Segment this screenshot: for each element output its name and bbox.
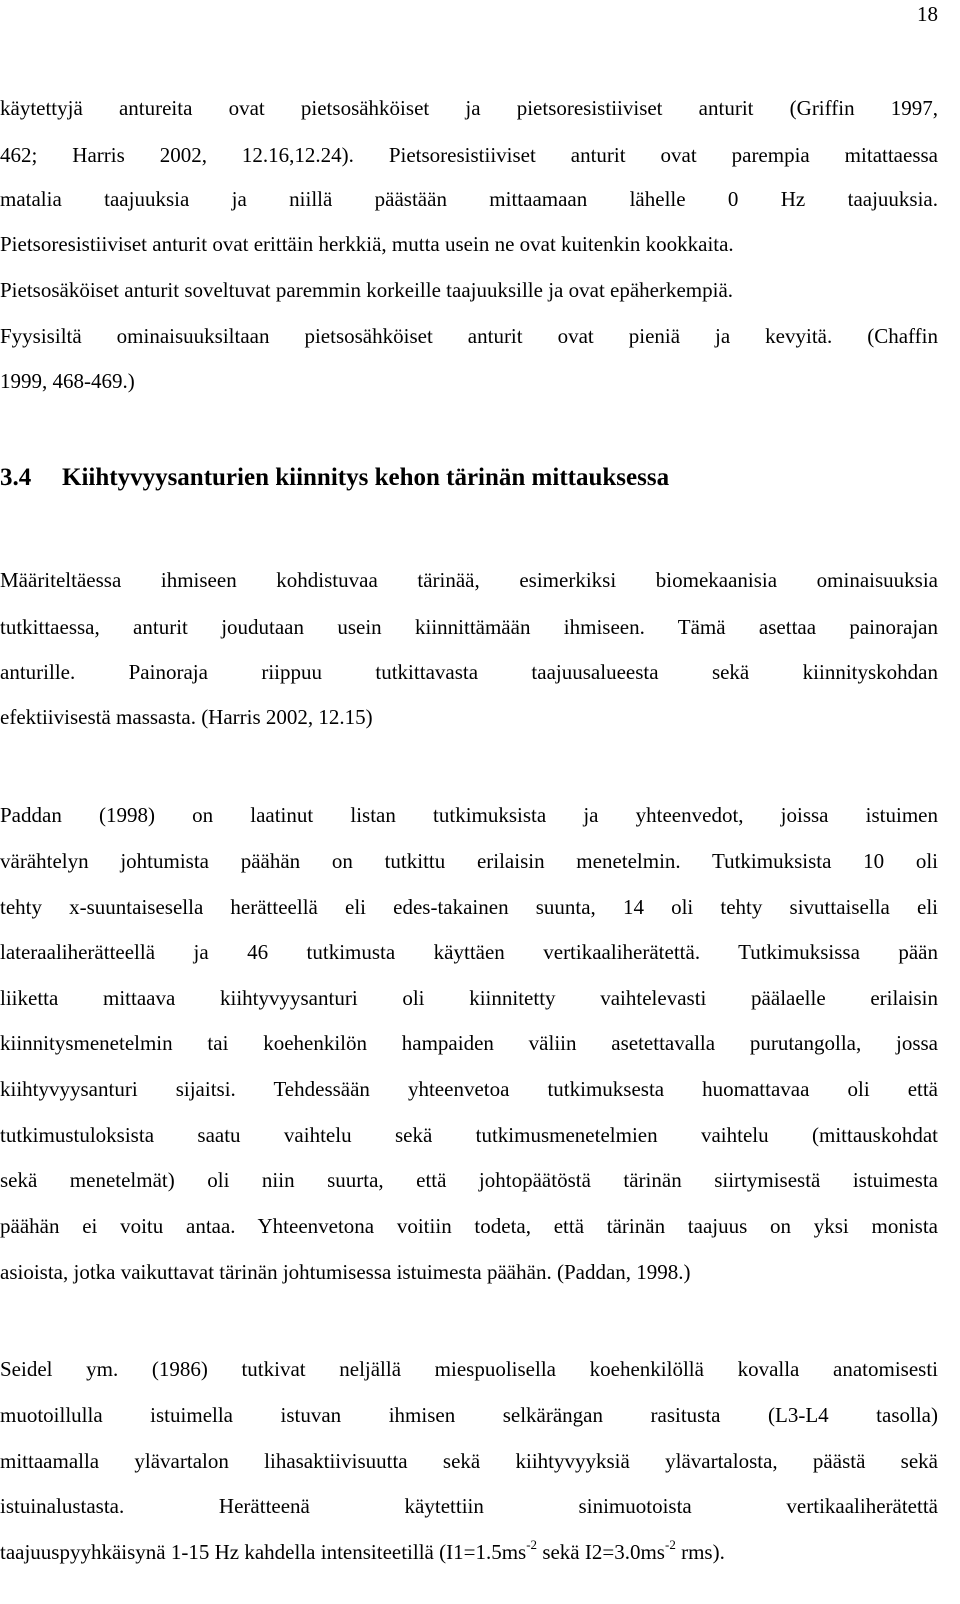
para1-line-2: 462; Harris 2002, 12.16,12.24). Pietsoresistiiviset anturit ovat parempia mitattaessa bbox=[0, 143, 938, 167]
para1-line-4: Pietsoresistiiviset anturit ovat erittäin herkkiä, mutta usein ne ovat kuitenkin kookkaita. bbox=[0, 232, 734, 256]
para4-line-4: istuinalustasta. Herätteenä käytettiin sinimuotoista vertikaaliherätettä bbox=[0, 1494, 938, 1518]
para2-line-4: efektiivisestä massasta. (Harris 2002, 12.15) bbox=[0, 705, 373, 729]
para3-line-11: asioista, jotka vaikuttavat tärinän johtumisessa istuimesta päähän. (Paddan, 1998.) bbox=[0, 1260, 691, 1284]
section-number: 3.4 bbox=[0, 464, 32, 491]
para1-line-7: 1999, 468-469.) bbox=[0, 369, 135, 393]
para4-line-2: muotoillulla istuimella istuvan ihmisen selkärängan rasitusta (L3-L4 tasolla) bbox=[0, 1403, 938, 1427]
superscript-1: -2 bbox=[526, 1537, 538, 1552]
para4-line-5 bbox=[0, 1537, 938, 1564]
para1-line-3: matalia taajuuksia ja niillä päästään mittaamaan lähelle 0 Hz taajuuksia. bbox=[0, 187, 938, 211]
para3-line-8: tutkimustuloksista saatu vaihtelu sekä tutkimusmenetelmien vaihtelu (mittauskohdat bbox=[0, 1123, 938, 1147]
para3-line-9: sekä menetelmät) oli niin suurta, että johtopäätöstä tärinän siirtymisestä istuimesta bbox=[0, 1168, 938, 1192]
para1-line-6: Fyysisiltä ominaisuuksiltaan pietsosähköiset anturit ovat pieniä ja kevyitä. (Chaffin bbox=[0, 324, 938, 348]
para4-line-1: Seidel ym. (1986) tutkivat neljällä miespuolisella koehenkilöllä kovalla anatomisesti bbox=[0, 1357, 938, 1381]
para4-line-5-part1: taajuuspyyhkäisynä 1-15 Hz kahdella intensiteetillä (I1=1.5ms bbox=[0, 1540, 527, 1564]
para4-line-5-part2: sekä I2=3.0ms bbox=[537, 1540, 665, 1564]
para4-line-5-part3: rms). bbox=[675, 1540, 725, 1564]
para3-line-1: Paddan (1998) on laatinut listan tutkimuksista ja yhteenvedot, joissa istuimen bbox=[0, 803, 938, 827]
para2-line-2: tutkittaessa, anturit joudutaan usein kiinnittämään ihmiseen. Tämä asettaa painorajan bbox=[0, 615, 938, 639]
para3-line-10: päähän ei voitu antaa. Yhteenvetona voitiin todeta, että tärinän taajuus on yksi monista bbox=[0, 1214, 938, 1238]
para3-line-2: värähtelyn johtumista päähän on tutkittu erilaisin menetelmin. Tutkimuksista 10 oli bbox=[0, 849, 938, 873]
para3-line-5: liiketta mittaava kiihtyvyysanturi oli kiinnitetty vaihtelevasti päälaelle erilaisin bbox=[0, 986, 938, 1010]
para3-line-3: tehty x-suuntaisesella herätteellä eli edes-takainen suunta, 14 oli tehty sivuttaisella eli bbox=[0, 895, 938, 919]
section-title: Kiihtyvyysanturien kiinnitys kehon tärinän mittauksessa bbox=[62, 464, 670, 491]
para3-line-7: kiihtyvyysanturi sijaitsi. Tehdessään yhteenvetoa tutkimuksesta huomattavaa oli että bbox=[0, 1077, 938, 1101]
para3-line-4: lateraaliherätteellä ja 46 tutkimusta käyttäen vertikaaliherätettä. Tutkimuksissa pään bbox=[0, 940, 938, 964]
page-number: 18 bbox=[917, 2, 938, 26]
para2-line-3: anturille. Painoraja riippuu tutkittavasta taajuusalueesta sekä kiinnityskohdan bbox=[0, 660, 938, 684]
section-heading bbox=[0, 463, 669, 493]
para1-line-5: Pietsosäköiset anturit soveltuvat paremmin korkeille taajuuksille ja ovat epäherkempiä. bbox=[0, 278, 734, 302]
para1-line-1: käytettyjä antureita ovat pietsosähköiset ja pietsoresistiiviset anturit (Griffin 1997, bbox=[0, 96, 938, 120]
para2-line-1: Määriteltäessa ihmiseen kohdistuvaa tärinää, esimerkiksi biomekaanisia ominaisuuksia bbox=[0, 568, 938, 592]
para4-line-3: mittaamalla ylävartalon lihasaktiivisuutta sekä kiihtyvyyksiä ylävartalosta, päästä sekä bbox=[0, 1449, 938, 1473]
para3-line-6: kiinnitysmenetelmin tai koehenkilön hampaiden väliin asetettavalla purutangolla, jossa bbox=[0, 1031, 938, 1055]
superscript-2: -2 bbox=[664, 1537, 676, 1552]
